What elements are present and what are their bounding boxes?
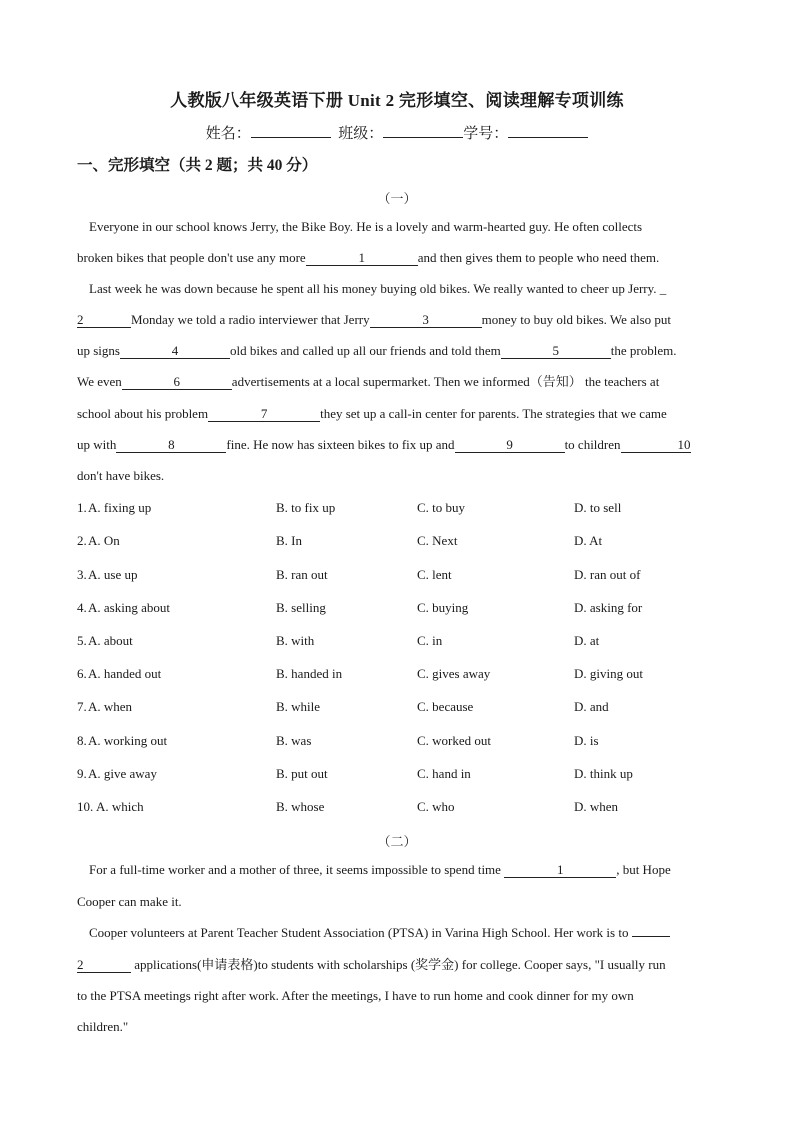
question-number: 10. <box>77 799 94 814</box>
p2-blank-2-start[interactable] <box>632 936 670 937</box>
passage1-line-7: school about his problem 7 they set up a call-in center for parents. The strategies that we came <box>77 406 667 421</box>
question-3-option-a[interactable]: A. use up <box>88 567 138 582</box>
passage2-line-6: children." <box>77 1019 129 1034</box>
blank-4[interactable]: 4 <box>120 344 230 359</box>
passage1-line-1: Everyone in our school knows Jerry, the Bike Boy. He is a lovely and warm-hearted guy. He often collects <box>89 219 643 234</box>
question-number: 1. <box>77 500 87 515</box>
question-10-option-b[interactable]: B. whose <box>276 799 325 814</box>
question-8-option-c[interactable]: C. worked out <box>417 733 492 748</box>
p2-blank-2[interactable]: 2 <box>77 958 131 973</box>
passage1-line-2: broken bikes that people don't use any more 1 and then gives them to people who need them. <box>77 250 660 265</box>
question-7-option-d[interactable]: D. and <box>574 699 609 714</box>
passage1-line-8: up with 8 fine. He now has sixteen bikes to fix up and 9 to children 10 <box>77 437 691 452</box>
passage1-line-4: 2 Monday we told a radio interviewer that Jerry 3 money to buy old bikes. We also put <box>77 312 671 327</box>
question-10-option-d[interactable]: D. when <box>574 799 619 814</box>
section-heading-cloze: 一、完形填空（共 2 题；共 40 分） <box>77 157 318 174</box>
question-10-option-a[interactable]: A. which <box>96 799 144 814</box>
passage2-line-3: Cooper volunteers at Parent Teacher Student Association (PTSA) in Varina High School. Her work is to <box>89 925 720 941</box>
question-number: 8. <box>77 733 87 748</box>
question-2-option-a[interactable]: A. On <box>88 533 120 548</box>
blank-1[interactable]: 1 <box>306 251 418 266</box>
p2-blank-1[interactable]: 1 <box>504 863 616 878</box>
question-6-option-a[interactable]: A. handed out <box>88 666 162 681</box>
passage2-line-5: to the PTSA meetings right after work. After the meetings, I have to run home and cook dinner for my own <box>77 988 634 1003</box>
question-5-option-c[interactable]: C. in <box>417 633 443 648</box>
passage2-line-4: 2 applications(申请表格)to students with scholarships (奖学金) for college. Cooper says, "I usually run <box>77 957 666 972</box>
question-4-option-b[interactable]: B. selling <box>276 600 326 615</box>
name-label: 姓名： <box>205 126 251 142</box>
question-9-option-d[interactable]: D. think up <box>574 766 633 781</box>
blank-5[interactable]: 5 <box>501 344 611 359</box>
question-2-option-d[interactable]: D. At <box>574 533 603 548</box>
question-1-option-d[interactable]: D. to sell <box>574 500 622 515</box>
class-blank[interactable] <box>383 123 463 138</box>
question-number: 6. <box>77 666 87 681</box>
question-number: 7. <box>77 699 87 714</box>
question-number: 2. <box>77 533 87 548</box>
page-title: 人教版八年级英语下册 Unit 2 完形填空、阅读理解专项训练 <box>170 91 624 110</box>
question-8-option-d[interactable]: D. is <box>574 733 599 748</box>
id-label: 学号： <box>463 126 509 142</box>
question-1-option-b[interactable]: B. to fix up <box>276 500 336 515</box>
question-1-option-a[interactable]: A. fixing up <box>88 500 152 515</box>
question-2-option-c[interactable]: C. Next <box>417 533 458 548</box>
blank-8[interactable]: 8 <box>116 438 226 453</box>
passage2-line-2: Cooper can make it. <box>77 894 182 909</box>
question-2-option-b[interactable]: B. In <box>276 533 302 548</box>
question-3-option-b[interactable]: B. ran out <box>276 567 328 582</box>
name-blank[interactable] <box>251 123 331 138</box>
question-1-option-c[interactable]: C. to buy <box>417 500 466 515</box>
question-number: 4. <box>77 600 87 615</box>
question-number: 5. <box>77 633 87 648</box>
passage1-line-6: We even 6 advertisements at a local supermarket. Then we informed（告知） the teachers at <box>77 374 660 389</box>
question-9-option-c[interactable]: C. hand in <box>417 766 471 781</box>
question-7-option-b[interactable]: B. while <box>276 699 321 714</box>
question-8-option-a[interactable]: A. working out <box>88 733 168 748</box>
passage1-line-5: up signs 4 old bikes and called up all our friends and told them 5 the problem. <box>77 343 677 358</box>
question-3-option-d[interactable]: D. ran out of <box>574 567 641 582</box>
passage1-line-3: Last week he was down because he spent all his money buying old bikes. We really wanted to cheer up Jerry. _ <box>89 281 667 296</box>
blank-3[interactable]: 3 <box>370 313 482 328</box>
question-9-option-a[interactable]: A. give away <box>88 766 157 781</box>
question-8-option-b[interactable]: B. was <box>276 733 312 748</box>
question-6-option-d[interactable]: D. giving out <box>574 666 643 681</box>
id-blank[interactable] <box>508 123 588 138</box>
question-number: 3. <box>77 567 87 582</box>
blank-10[interactable]: 10 <box>621 438 691 453</box>
part-two-label: （二） <box>377 834 417 849</box>
blank-9[interactable]: 9 <box>455 438 565 453</box>
class-label: 班级： <box>338 126 384 142</box>
blank-2[interactable]: 2 <box>77 313 131 328</box>
question-7-option-c[interactable]: C. because <box>417 699 474 714</box>
question-3-option-c[interactable]: C. lent <box>417 567 452 582</box>
question-4-option-d[interactable]: D. asking for <box>574 600 643 615</box>
student-info-row <box>0 122 794 143</box>
blank-6[interactable]: 6 <box>122 375 232 390</box>
question-4-option-a[interactable]: A. asking about <box>88 600 170 615</box>
question-number: 9. <box>77 766 87 781</box>
question-7-option-a[interactable]: A. when <box>88 699 133 714</box>
part-one-label: （一） <box>377 191 417 206</box>
passage1-line-9: don't have bikes. <box>77 468 165 483</box>
passage2-line-1: For a full-time worker and a mother of three, it seems impossible to spend time 1 , but Hope <box>89 862 671 877</box>
question-5-option-b[interactable]: B. with <box>276 633 315 648</box>
question-9-option-b[interactable]: B. put out <box>276 766 328 781</box>
question-5-option-d[interactable]: D. at <box>574 633 600 648</box>
question-4-option-c[interactable]: C. buying <box>417 600 469 615</box>
question-6-option-c[interactable]: C. gives away <box>417 666 491 681</box>
blank-7[interactable]: 7 <box>208 407 320 422</box>
question-6-option-b[interactable]: B. handed in <box>276 666 343 681</box>
question-5-option-a[interactable]: A. about <box>88 633 133 648</box>
question-10-option-c[interactable]: C. who <box>417 799 455 814</box>
